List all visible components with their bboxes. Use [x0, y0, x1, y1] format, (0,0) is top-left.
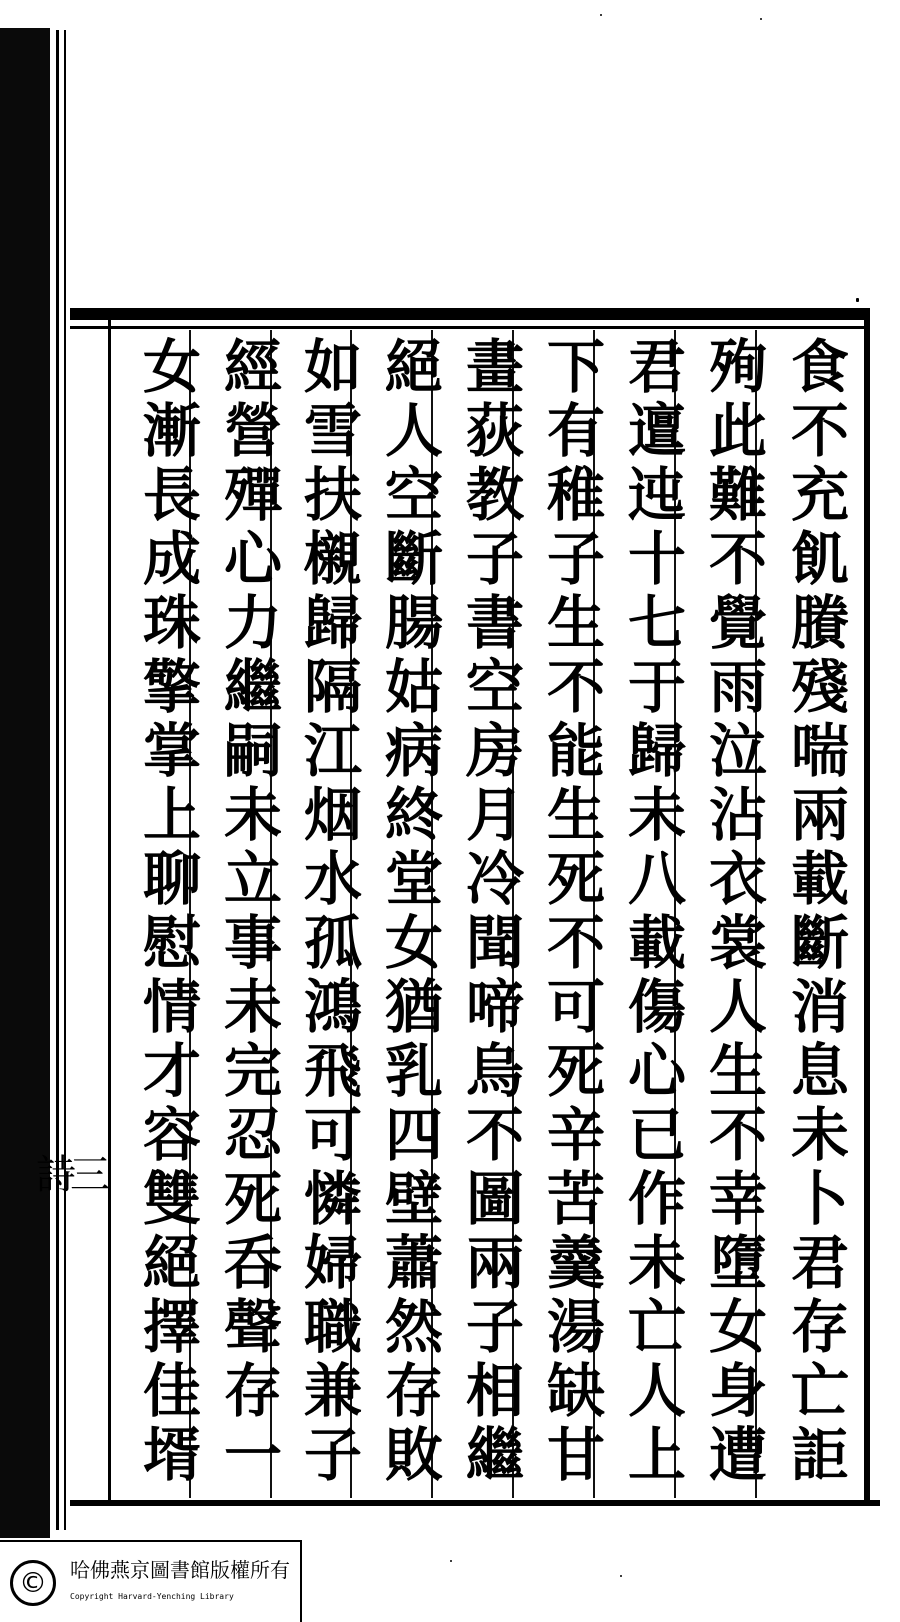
scan-speck [450, 1560, 452, 1562]
binding-line [64, 30, 66, 1530]
book-binding-edge [0, 28, 50, 1538]
frame-top-thin-rule [70, 326, 870, 329]
scan-speck [620, 1575, 622, 1577]
frame-left-rule [108, 318, 111, 1504]
copyright-icon: © [10, 1560, 56, 1606]
scan-speck [856, 298, 859, 302]
text-column-8: 經營殫心力繼嗣未立事未完忍死呑聲存一 [214, 336, 282, 1488]
frame-right-rule [864, 314, 870, 1504]
copyright-stamp [0, 1540, 302, 1622]
copyright-english: Copyright Harvard-Yenching Library [70, 1592, 234, 1601]
frame-top-rule [70, 308, 870, 320]
text-column-7: 如雪扶櫬歸隔江烟水孤鴻飛可憐婦職兼子 [294, 336, 362, 1488]
scan-speck [760, 18, 762, 20]
text-column-4: 下有稚子生不能生死不可死辛苦羹湯缺甘 [537, 336, 605, 1488]
text-column-3: 君邅迍十七于歸未八載傷心已作未亡人上 [618, 336, 686, 1488]
margin-mark: 詩三 [36, 1152, 104, 1198]
text-column-5: 畫荻教子書空房月冷聞啼烏不圖兩子相繼 [456, 336, 524, 1488]
binding-line [56, 30, 59, 1530]
text-column-9: 女漸長成珠擎掌上聊慰情才容雙絕擇佳壻 [133, 336, 201, 1488]
frame-bottom-rule [70, 1500, 880, 1506]
text-column-6: 絕人空斷腸姑病終堂女猶乳四壁蕭然存敗 [375, 336, 443, 1488]
scan-speck [600, 14, 602, 16]
text-column-1: 食不充飢賸殘喘兩載斷消息未卜君存亡詎 [781, 336, 849, 1488]
text-column-2: 殉此難不覺雨泣沾衣裳人生不幸墮女身遭 [699, 336, 767, 1488]
copyright-chinese: 哈佛燕京圖書館版權所有 [70, 1558, 290, 1582]
